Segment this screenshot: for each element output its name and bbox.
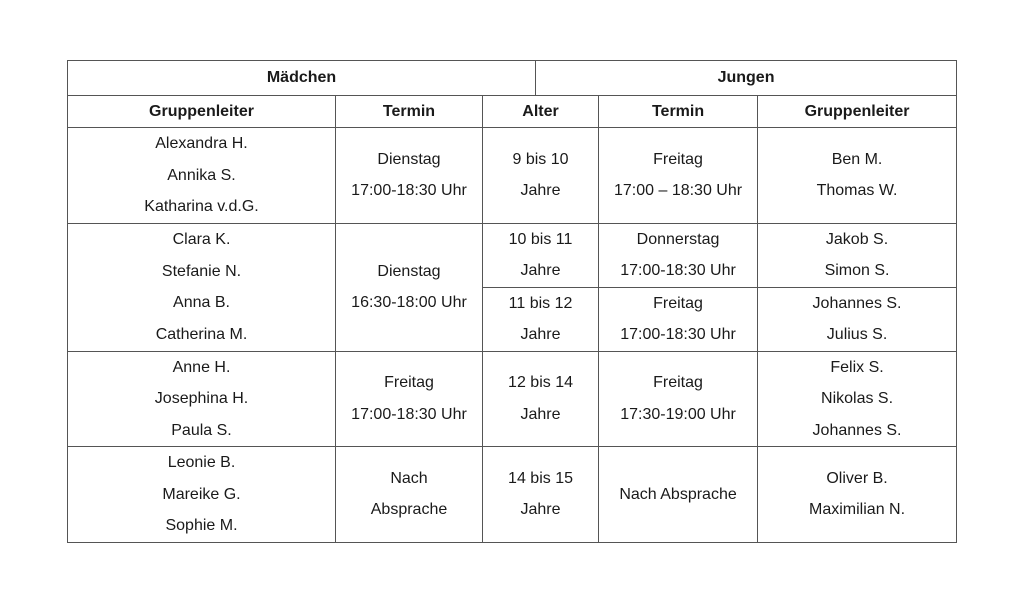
group-schedule-table bbox=[67, 60, 957, 543]
weekday: Dienstag bbox=[377, 150, 441, 168]
age-unit: Jahre bbox=[520, 262, 561, 279]
boys-leaders-cell bbox=[758, 447, 957, 543]
leader-name: Ben M. bbox=[831, 150, 883, 168]
age-cell bbox=[483, 128, 599, 224]
table-row bbox=[68, 128, 957, 224]
age-range: 12 bis 14 bbox=[508, 374, 573, 392]
boys-date-cell bbox=[599, 447, 758, 543]
leader-name: Johannes S. bbox=[812, 294, 902, 312]
weekday: Freitag bbox=[384, 374, 434, 392]
weekday: Freitag bbox=[653, 150, 703, 168]
leader-name: Leonie B. bbox=[167, 454, 236, 471]
girls-leader-header: Gruppenleiter bbox=[68, 96, 336, 128]
boys-leader-header: Gruppenleiter bbox=[758, 96, 957, 128]
table-row bbox=[68, 223, 957, 287]
girls-date-cell bbox=[336, 128, 483, 224]
boys-leaders-cell bbox=[758, 128, 957, 224]
age-range: 10 bis 11 bbox=[508, 230, 573, 248]
leader-name: Maximilian N. bbox=[809, 501, 906, 519]
leader-name: Jakob S. bbox=[825, 230, 889, 248]
table-row bbox=[68, 447, 957, 543]
age-unit: Jahre bbox=[520, 501, 561, 519]
leader-name: Johannes S. bbox=[812, 421, 902, 439]
leader-name: Simon S. bbox=[824, 262, 890, 279]
leader-name: Catherina M. bbox=[155, 325, 248, 343]
leader-name: Katharina v.d.G. bbox=[144, 198, 259, 215]
gender-header-row bbox=[68, 61, 957, 96]
boys-header: Jungen bbox=[536, 61, 957, 96]
girls-date-header: Termin bbox=[336, 96, 483, 128]
girls-leaders-cell bbox=[68, 351, 336, 447]
girls-date-cell bbox=[336, 351, 483, 447]
girls-leaders-cell bbox=[68, 128, 336, 224]
leader-name: Nikolas S. bbox=[821, 390, 894, 407]
age-unit: Jahre bbox=[520, 326, 561, 343]
leader-name: Anna B. bbox=[173, 294, 230, 311]
leader-name: Clara K. bbox=[172, 231, 231, 248]
time-range: 17:00 – 18:30 Uhr bbox=[613, 182, 743, 200]
date-text: Nach bbox=[390, 469, 428, 487]
boys-date-cell bbox=[599, 128, 758, 224]
girls-leaders-cell bbox=[68, 223, 336, 351]
girls-leaders-cell bbox=[68, 447, 336, 543]
leader-name: Josephina H. bbox=[154, 390, 249, 407]
time-range: 17:00-18:30 Uhr bbox=[620, 262, 736, 279]
leader-name: Sophie M. bbox=[165, 517, 238, 534]
leader-name: Alexandra H. bbox=[155, 135, 248, 152]
date-text: Nach Absprache bbox=[619, 485, 737, 503]
weekday: Donnerstag bbox=[636, 230, 720, 248]
boys-date-cell bbox=[599, 223, 758, 287]
leader-name: Paula S. bbox=[171, 421, 232, 439]
leader-name: Oliver B. bbox=[826, 469, 888, 487]
boys-date-header: Termin bbox=[599, 96, 758, 128]
girls-date-cell bbox=[336, 223, 483, 351]
boys-date-cell bbox=[599, 287, 758, 351]
leader-name: Felix S. bbox=[830, 358, 884, 376]
boys-leaders-cell bbox=[758, 351, 957, 447]
weekday: Dienstag bbox=[377, 262, 441, 280]
age-range: 9 bis 10 bbox=[512, 150, 569, 168]
weekday: Freitag bbox=[653, 374, 703, 392]
boys-leaders-cell bbox=[758, 223, 957, 287]
weekday: Freitag bbox=[653, 294, 703, 312]
time-range: 16:30-18:00 Uhr bbox=[351, 294, 467, 311]
girls-header: Mädchen bbox=[68, 61, 536, 96]
leader-name: Annika S. bbox=[167, 166, 236, 184]
age-range: 14 bis 15 bbox=[508, 469, 573, 487]
age-cell bbox=[483, 447, 599, 543]
age-cell bbox=[483, 351, 599, 447]
age-cell bbox=[483, 287, 599, 351]
age-range: 11 bis 12 bbox=[508, 294, 573, 312]
date-text: Absprache bbox=[370, 501, 448, 519]
boys-date-cell bbox=[599, 351, 758, 447]
leader-name: Thomas W. bbox=[816, 182, 898, 200]
column-header-row bbox=[68, 96, 957, 128]
time-range: 17:30-19:00 Uhr bbox=[620, 405, 736, 423]
time-range: 17:00-18:30 Uhr bbox=[351, 182, 467, 200]
girls-date-cell bbox=[336, 447, 483, 543]
age-unit: Jahre bbox=[520, 405, 561, 423]
time-range: 17:00-18:30 Uhr bbox=[620, 326, 736, 343]
age-cell bbox=[483, 223, 599, 287]
boys-leaders-cell bbox=[758, 287, 957, 351]
leader-name: Mareike G. bbox=[162, 485, 241, 503]
age-header: Alter bbox=[483, 96, 599, 128]
leader-name: Julius S. bbox=[826, 326, 888, 343]
leader-name: Stefanie N. bbox=[161, 262, 242, 280]
time-range: 17:00-18:30 Uhr bbox=[351, 405, 467, 423]
age-unit: Jahre bbox=[520, 182, 561, 200]
table-row bbox=[68, 351, 957, 447]
leader-name: Anne H. bbox=[172, 358, 231, 376]
